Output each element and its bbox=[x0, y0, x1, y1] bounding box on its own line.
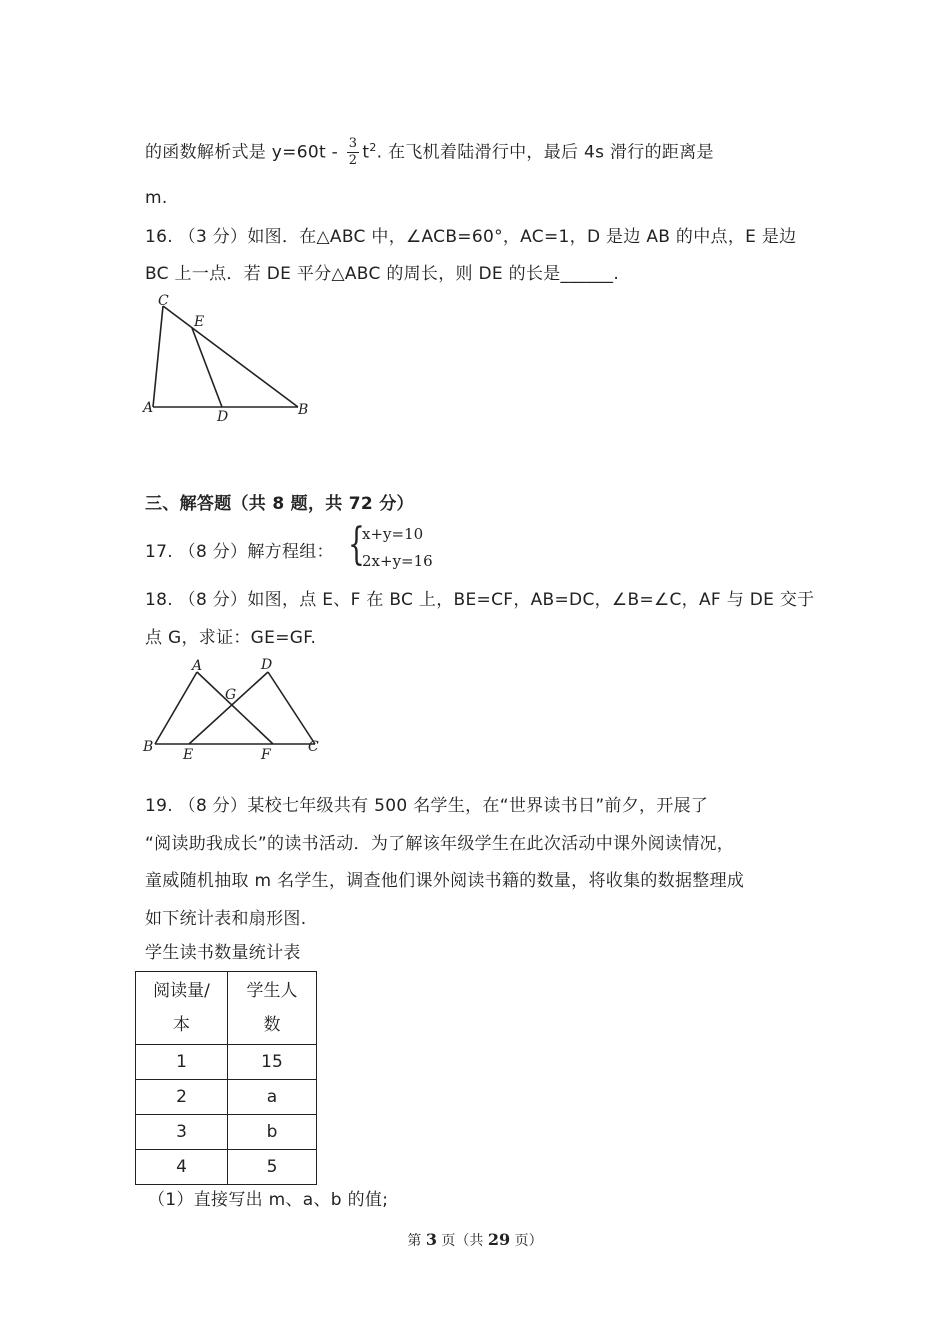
table-row bbox=[136, 1115, 317, 1150]
q18-line2: 点 G，求证：GE=GF. bbox=[145, 628, 317, 648]
q19-line4: 如下统计表和扇形图. bbox=[145, 909, 307, 929]
label-d: D bbox=[261, 657, 273, 673]
page-number: 3 bbox=[425, 1230, 437, 1249]
q15-line1 bbox=[145, 136, 714, 169]
segment-dc bbox=[268, 672, 315, 744]
q16-line1: 16. （3 分）如图．在△ABC 中，∠ACB=60°，AC=1，D 是边 AB 的中点，E 是边 bbox=[145, 227, 797, 247]
segment-ed bbox=[189, 672, 268, 744]
q15-text-suffix: . 在飞机着陆滑行中，最后 4s 滑行的距离是 bbox=[376, 142, 714, 163]
table-cell: 4 bbox=[136, 1150, 228, 1185]
label-c: C bbox=[158, 293, 169, 309]
label-d: D bbox=[217, 409, 229, 425]
q15-line2: m. bbox=[145, 188, 168, 208]
fraction-numerator: 3 bbox=[348, 136, 358, 151]
segment-ba bbox=[155, 672, 197, 744]
q19-line2: “阅读助我成长”的读书活动．为了解该年级学生在此次活动中课外阅读情况， bbox=[145, 834, 735, 854]
label-g: G bbox=[225, 687, 237, 703]
table-title: 学生读书数量统计表 bbox=[145, 943, 301, 963]
fraction-denominator: 2 bbox=[348, 153, 358, 168]
label-f: F bbox=[261, 747, 271, 763]
table-cell: 15 bbox=[228, 1045, 317, 1080]
triangle-figure bbox=[140, 290, 325, 425]
header-text: 数 bbox=[263, 1015, 281, 1035]
q16-line2: BC 上一点．若 DE 平分△ABC 的周长，则 DE 的长是______. bbox=[145, 264, 620, 284]
equation-system bbox=[348, 519, 448, 573]
q17-text: 17. （8 分）解方程组： bbox=[145, 542, 334, 562]
q19-line1: 19. （8 分）某校七年级共有 500 名学生，在“世界读书日”前夕，开展了 bbox=[145, 796, 709, 816]
table-cell: 1 bbox=[136, 1045, 228, 1080]
table-cell: b bbox=[228, 1115, 317, 1150]
header-cell-reading bbox=[136, 972, 228, 1045]
label-b: B bbox=[143, 739, 154, 755]
label-a: A bbox=[192, 658, 203, 674]
q19-sub1: （1）直接写出 m、a、b 的值; bbox=[148, 1190, 389, 1210]
header-text: 本 bbox=[173, 1015, 190, 1035]
label-e: E bbox=[194, 314, 205, 330]
var-t: t bbox=[362, 142, 370, 163]
exponent: 2 bbox=[369, 140, 377, 154]
segment-af bbox=[197, 672, 273, 744]
segment-cb bbox=[163, 306, 298, 407]
header-text: 学生人 bbox=[246, 981, 298, 1001]
section-title: 三、解答题（共 8 题，共 72 分） bbox=[145, 494, 414, 514]
table-cell: 2 bbox=[136, 1080, 228, 1115]
brace-icon: { bbox=[348, 519, 365, 570]
header-text: 阅读量/ bbox=[153, 981, 210, 1001]
label-e: E bbox=[183, 747, 194, 763]
total-pages: 29 bbox=[487, 1230, 511, 1249]
q15-text-prefix: 的函数解析式是 y=60t - bbox=[145, 142, 339, 163]
footer-middle: 页（共 bbox=[436, 1233, 488, 1249]
label-c: C bbox=[308, 739, 319, 755]
table-cell: a bbox=[228, 1080, 317, 1115]
page-footer bbox=[0, 1230, 950, 1250]
stats-table bbox=[135, 971, 317, 1185]
label-a: A bbox=[143, 400, 154, 416]
table-cell: 3 bbox=[136, 1115, 228, 1150]
equation-2: 2x+y=16 bbox=[362, 552, 433, 570]
fraction bbox=[347, 136, 360, 169]
table-row bbox=[136, 1045, 317, 1080]
table-cell: 5 bbox=[228, 1150, 317, 1185]
label-b: B bbox=[298, 402, 309, 418]
footer-suffix: 页） bbox=[510, 1233, 543, 1249]
footer-prefix: 第 bbox=[407, 1233, 426, 1249]
equation-1: x+y=10 bbox=[362, 525, 424, 543]
table-row bbox=[136, 1080, 317, 1115]
two-triangles-figure bbox=[140, 653, 330, 763]
q18-line1: 18. （8 分）如图，点 E、F 在 BC 上，BE=CF，AB=DC，∠B=∠C，AF 与 DE 交于 bbox=[145, 590, 815, 610]
q19-line3: 童威随机抽取 m 名学生，调查他们课外阅读书籍的数量，将收集的数据整理成 bbox=[145, 871, 745, 891]
table-header-row bbox=[136, 972, 317, 1045]
table-row bbox=[136, 1150, 317, 1185]
header-cell-students bbox=[228, 972, 317, 1045]
segment-ca bbox=[153, 306, 163, 407]
